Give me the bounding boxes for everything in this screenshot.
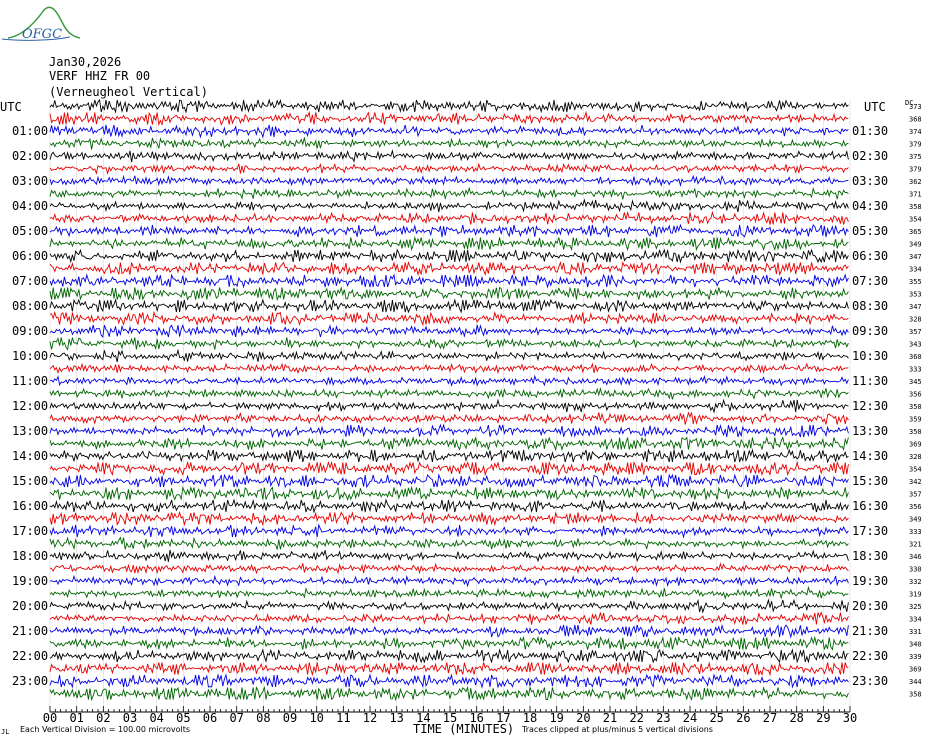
- x-tick-label: 05: [176, 711, 191, 725]
- seismic-trace: [50, 313, 848, 325]
- seismic-trace: [50, 164, 848, 174]
- dc-value-label: 344: [909, 678, 922, 686]
- dc-value-label: 331: [909, 628, 922, 636]
- left-hour-label: 14:00: [12, 449, 49, 463]
- dc-value-label: 371: [909, 190, 922, 199]
- dc-value-label: 321: [909, 540, 922, 549]
- x-tick-label: 25: [709, 711, 724, 725]
- seismic-trace: [50, 338, 848, 350]
- x-tick-label: 22: [629, 711, 644, 725]
- seismic-trace: [50, 588, 848, 599]
- dc-value-label: 369: [909, 440, 922, 449]
- dc-value-label: 356: [909, 503, 922, 511]
- x-tick-label: 00: [42, 711, 58, 725]
- x-tick-label: 18: [522, 711, 538, 725]
- dc-value-label: 349: [909, 515, 922, 524]
- left-hour-label: 04:00: [12, 199, 49, 213]
- x-tick-label: 17: [496, 711, 511, 725]
- left-hour-label: 06:00: [12, 249, 49, 263]
- x-tick-label: 15: [442, 711, 458, 725]
- x-tick-label: 28: [789, 711, 804, 725]
- dc-value-label: 374: [909, 128, 922, 136]
- dc-value-label: 354: [909, 215, 922, 224]
- seismic-trace: [50, 188, 848, 199]
- seismic-trace: [50, 475, 848, 487]
- x-tick-label: 14: [416, 711, 431, 725]
- right-hour-label: 07:30: [852, 274, 889, 288]
- x-tick-label: 27: [762, 711, 778, 725]
- seismic-trace: [50, 675, 848, 687]
- seismic-trace: [50, 425, 848, 437]
- seismic-trace: [50, 625, 848, 637]
- clip-note: Traces clipped at plus/minus 5 vertical divisions: [522, 725, 713, 734]
- x-tick-label: 12: [362, 711, 378, 725]
- dc-value-label: 328: [909, 453, 922, 461]
- dc-value-label: 368: [909, 115, 922, 124]
- right-hour-label: 10:30: [852, 349, 889, 363]
- x-tick-label: 04: [149, 711, 164, 725]
- left-hour-label: 03:00: [12, 174, 49, 188]
- right-hour-label: 08:30: [852, 299, 889, 313]
- dc-value-label: 334: [909, 615, 922, 624]
- right-hour-label: 15:30: [852, 474, 889, 488]
- dc-value-label: 365: [909, 228, 922, 236]
- dc-value-label: 346: [909, 553, 922, 561]
- seismic-trace: [50, 250, 848, 262]
- right-hour-label: 12:30: [852, 399, 889, 413]
- x-tick-label: 20: [576, 711, 591, 725]
- x-tick-label: 29: [816, 711, 831, 725]
- seismic-trace: [50, 200, 848, 212]
- dc-value-label: 333: [909, 365, 922, 374]
- seismic-trace: [50, 688, 848, 700]
- dc-value-label: 339: [909, 653, 922, 661]
- x-tick-label: 23: [656, 711, 671, 725]
- ofgc-logo: [2, 7, 80, 42]
- dc-value-label: 350: [909, 403, 922, 411]
- left-hour-label: 15:00: [12, 474, 49, 488]
- right-hour-label: 23:30: [852, 674, 889, 688]
- dc-value-label: 379: [909, 165, 922, 174]
- dc-column-label: DC: [905, 99, 914, 107]
- seismic-trace: [50, 388, 848, 399]
- seismic-trace: [50, 463, 848, 475]
- dc-value-label: 362: [909, 178, 922, 186]
- x-tick-label: 10: [309, 711, 324, 725]
- seismic-trace: [50, 500, 848, 512]
- right-hour-label: 22:30: [852, 649, 889, 663]
- seismic-trace: [50, 613, 848, 625]
- right-hour-label: 13:30: [852, 424, 889, 438]
- x-tick-label: 30: [842, 711, 858, 725]
- dc-value-label: 358: [909, 690, 922, 699]
- seismic-trace: [50, 525, 848, 537]
- seismic-trace: [50, 550, 848, 562]
- right-hour-label: 05:30: [852, 224, 889, 238]
- seismic-trace: [50, 576, 848, 586]
- dc-value-label: 356: [909, 390, 922, 399]
- left-hour-label: 02:00: [12, 149, 49, 163]
- dc-value-label: 319: [909, 590, 922, 599]
- dc-value-label: 347: [909, 303, 922, 311]
- right-hour-label: 14:30: [852, 449, 889, 463]
- left-hour-label: 21:00: [12, 624, 49, 638]
- seismic-trace: [50, 263, 848, 275]
- dc-value-label: 357: [909, 328, 922, 336]
- seismic-trace: [50, 563, 848, 573]
- left-hour-label: 22:00: [12, 649, 49, 663]
- dc-value-labels: [909, 103, 922, 699]
- dc-value-label: 334: [909, 265, 922, 274]
- dc-value-label: 354: [909, 465, 922, 474]
- right-hour-label: 04:30: [852, 199, 889, 213]
- dc-value-label: 369: [909, 665, 922, 674]
- dc-value-label: 349: [909, 240, 922, 249]
- right-hour-label: 21:30: [852, 624, 889, 638]
- left-hour-label: 08:00: [12, 299, 49, 313]
- dc-value-label: 355: [909, 278, 922, 286]
- station-name-label: (Verneugheol Vertical): [49, 85, 208, 99]
- right-hour-label: 11:30: [852, 374, 889, 388]
- right-timezone-label: UTC: [864, 100, 886, 114]
- dc-value-label: 375: [909, 153, 922, 161]
- seismic-trace: [50, 538, 848, 550]
- dc-value-label: 325: [909, 603, 922, 611]
- seismic-trace: [50, 325, 848, 337]
- seismic-trace: [50, 350, 848, 362]
- left-hour-label: 09:00: [12, 324, 49, 338]
- x-tick-label: 19: [549, 711, 564, 725]
- seismic-trace: [50, 663, 848, 675]
- right-hour-label: 01:30: [852, 124, 889, 138]
- seismic-trace: [50, 400, 848, 412]
- left-hour-label: 20:00: [12, 599, 49, 613]
- seismic-trace: [50, 138, 848, 150]
- left-hour-label: 16:00: [12, 499, 49, 513]
- dc-value-label: 330: [909, 565, 922, 574]
- dc-value-label: 360: [909, 353, 922, 361]
- station-label: VERF HHZ FR 00: [49, 69, 151, 83]
- dc-value-label: 332: [909, 578, 922, 586]
- seismic-trace: [50, 438, 848, 450]
- dc-value-label: 333: [909, 528, 922, 536]
- x-tick-label: 08: [256, 711, 271, 725]
- left-hour-label: 11:00: [12, 374, 49, 388]
- dc-value-label: 350: [909, 428, 922, 436]
- seismic-trace: [50, 364, 848, 373]
- x-tick-label: 26: [736, 711, 751, 725]
- seismic-trace: [50, 151, 848, 162]
- dc-value-label: 345: [909, 378, 922, 386]
- seismic-trace: [50, 376, 848, 385]
- left-hour-label: 12:00: [12, 399, 49, 413]
- x-axis-title: TIME (MINUTES): [413, 722, 515, 736]
- dc-value-label: 343: [909, 340, 922, 349]
- seismic-trace: [50, 125, 848, 137]
- right-hour-label: 20:30: [852, 599, 889, 613]
- left-hour-label: 13:00: [12, 424, 49, 438]
- dc-value-label: 342: [909, 478, 922, 486]
- seismic-trace: [50, 176, 848, 186]
- left-hour-labels: [12, 124, 48, 688]
- dc-value-label: 358: [909, 203, 922, 211]
- dc-value-label: 359: [909, 415, 922, 424]
- left-hour-label: 10:00: [12, 349, 49, 363]
- dc-value-label: 328: [909, 315, 922, 324]
- x-tick-label: 06: [202, 711, 218, 725]
- right-hour-label: 19:30: [852, 574, 889, 588]
- logo-text: OFGC: [22, 27, 63, 42]
- x-tick-label: 11: [336, 711, 351, 725]
- right-hour-label: 18:30: [852, 549, 889, 563]
- division-note: Each Vertical Division = 100.00 microvolts: [20, 725, 191, 734]
- left-hour-label: 19:00: [12, 574, 49, 588]
- seismic-trace: [50, 225, 848, 237]
- seismic-trace: [50, 413, 848, 425]
- seismic-trace: [50, 513, 848, 525]
- left-hour-label: 17:00: [12, 524, 49, 538]
- left-hour-label: 01:00: [12, 124, 49, 138]
- date-label: Jan30,2026: [49, 55, 122, 69]
- right-hour-label: 03:30: [852, 174, 889, 188]
- right-hour-labels: [852, 124, 888, 688]
- seismic-trace: [50, 300, 848, 312]
- right-hour-label: 06:30: [852, 249, 889, 263]
- seismic-trace: [50, 213, 848, 225]
- seismic-trace: [50, 100, 848, 112]
- right-hour-label: 16:30: [852, 499, 889, 513]
- seismic-trace: [50, 650, 848, 662]
- x-tick-label: 03: [122, 711, 138, 725]
- x-tick-label: 16: [469, 711, 484, 725]
- right-hour-label: 09:30: [852, 324, 889, 338]
- right-hour-label: 17:30: [852, 524, 889, 538]
- dc-value-label: 353: [909, 290, 922, 299]
- right-hour-label: 02:30: [852, 149, 889, 163]
- corner-mark: JL: [1, 728, 10, 736]
- dc-value-label: 373: [909, 103, 922, 111]
- seismic-trace: [50, 275, 848, 287]
- x-tick-label: 13: [389, 711, 404, 725]
- x-tick-label: 07: [229, 711, 244, 725]
- dc-value-label: 340: [909, 640, 922, 649]
- left-hour-label: 05:00: [12, 224, 49, 238]
- left-hour-label: 07:00: [12, 274, 49, 288]
- left-hour-label: 18:00: [12, 549, 49, 563]
- seismic-trace: [50, 288, 848, 300]
- left-hour-label: 23:00: [12, 674, 49, 688]
- seismic-trace: [50, 600, 848, 612]
- dc-value-label: 357: [909, 490, 922, 499]
- trace-group: [50, 100, 848, 700]
- x-tick-label: 21: [602, 711, 618, 725]
- seismic-trace: [50, 238, 848, 250]
- seismic-trace: [50, 488, 848, 500]
- x-tick-label: 02: [96, 711, 111, 725]
- x-tick-label: 01: [69, 711, 84, 725]
- x-tick-label: 09: [282, 711, 298, 725]
- seismic-trace: [50, 113, 848, 125]
- x-tick-label: 24: [682, 711, 698, 725]
- dc-value-label: 379: [909, 140, 922, 149]
- seismic-trace: [50, 638, 848, 650]
- left-timezone-label: UTC: [0, 100, 22, 114]
- dc-value-label: 347: [909, 253, 922, 261]
- seismic-trace: [50, 450, 848, 462]
